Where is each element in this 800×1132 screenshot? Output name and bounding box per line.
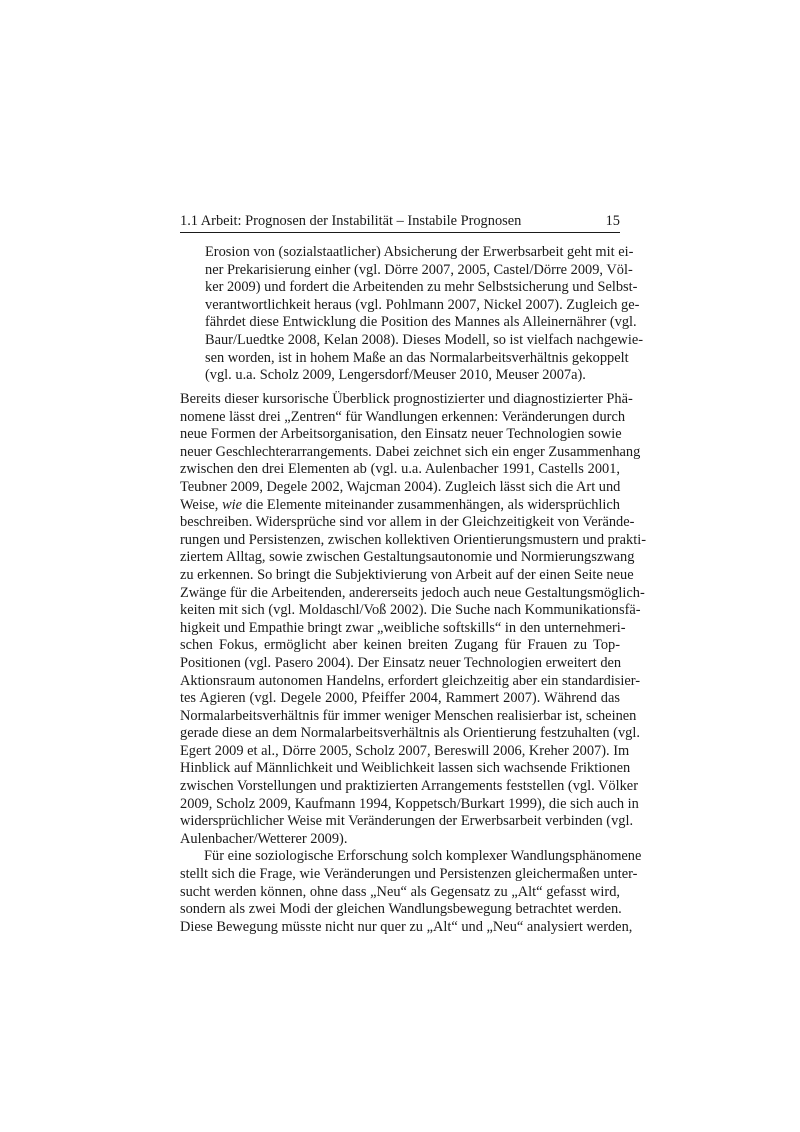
text-line: rungen und Persistenzen, zwischen kollektiven Orientierungsmustern und prakti- [180,531,646,548]
text-line: Für eine soziologische Erforschung solch komplexer Wandlungsphänomene [204,848,642,865]
text-line: Teubner 2009, Degele 2002, Wajcman 2004). Zugleich lässt sich die Art und [180,478,621,495]
text-segment: Weise, [180,496,223,513]
running-header-title: 1.1 Arbeit: Prognosen der Instabilität – Instabile Prognosen [180,213,522,229]
text-line: Erosion von (sozialstaatlicher) Absicherung der Erwerbsarbeit geht mit ei- [205,244,634,260]
text-line: beschreiben. Widersprüche sind vor allem in der Gleichzeitigkeit von Verände- [180,514,635,531]
text-line: sondern als zwei Modi der gleichen Wandlungsbewegung betrachtet werden. [180,901,622,918]
text-line: Diese Bewegung müsste nicht nur quer zu „Alt“ und „Neu“ analysiert werden, [180,918,633,935]
block-quote [205,244,643,385]
text-line: stellt sich die Frage, wie Veränderungen und Persistenzen gleichermaßen unter- [180,866,638,883]
text-line: Zwänge für die Arbeitenden, andererseits jedoch auch neue Gestaltungsmöglich- [180,584,645,601]
text-line: ner Prekarisierung einher (vgl. Dörre 2007, 2005, Castel/Dörre 2009, Völ- [205,261,633,278]
body-text [180,391,646,936]
text-line: fährdet diese Entwicklung die Position des Mannes als Alleinernährer (vgl. [205,314,637,331]
text-line: verantwortlichkeit heraus (vgl. Pohlmann 2007, Nickel 2007). Zugleich ge- [205,296,640,313]
text-line: higkeit und Empathie bringt zwar „weibliche softskills“ in den unternehmeri- [180,619,626,636]
emphasis-word: wie [222,496,243,513]
text-line: sucht werden können, ohne dass „Neu“ als Gegensatz zu „Alt“ gefasst wird, [180,883,620,900]
text-line: Normalarbeitsverhältnis für immer weniger Menschen realisierbar ist, scheinen [180,707,637,724]
text-line: Baur/Luedtke 2008, Kelan 2008). Dieses Modell, so ist vielfach nachgewie- [205,331,643,348]
running-header [180,210,620,233]
text-line: Aktionsraum autonomen Handelns, erfordert gleichzeitig aber ein standardisier- [180,672,641,689]
text-line: neue Formen der Arbeitsorganisation, den Einsatz neuer Technologien sowie [180,426,622,443]
text-line: (vgl. u.a. Scholz 2009, Lengersdorf/Meuser 2010, Meuser 2007a). [205,367,586,384]
page-number: 15 [605,213,620,229]
text-line: ziertem Alltag, sowie zwischen Gestaltungsautonomie und Normierungszwang [180,549,635,566]
text-line: Positionen (vgl. Pasero 2004). Der Einsatz neuer Technologien erweitert den [180,654,622,671]
text-line: zwischen den drei Elementen ab (vgl. u.a. Aulenbacher 1991, Castells 2001, [180,461,620,478]
text-line: ker 2009) und fordert die Arbeitenden zu mehr Selbstsicherung und Selbst- [205,279,638,296]
text-line: neuer Geschlechterarrangements. Dabei zeichnet sich ein enger Zusammenhang [180,443,641,460]
text-line: Hinblick auf Männlichkeit und Weiblichkeit lassen sich wachsende Friktionen [180,760,631,777]
text-line: zu erkennen. So bringt die Subjektivierung von Arbeit auf der einen Seite neue [180,566,634,583]
text-line-with-emphasis [180,497,620,515]
text-line: gerade diese an dem Normalarbeitsverhältnis als Orientierung festzuhalten (vgl. [180,725,640,742]
text-line: 2009, Scholz 2009, Kaufmann 1994, Koppetsch/Burkart 1999), die sich auch in [180,795,639,812]
text-segment: die Elemente miteinander zusammenhängen, als widersprüchlich [242,496,621,513]
text-line: nomene lässt drei „Zentren“ für Wandlungen erkennen: Veränderungen durch [180,408,626,425]
text-line: schen Fokus, ermöglicht aber keinen breiten Zugang für Frauen zu Top- [180,637,620,654]
text-line: tes Agieren (vgl. Degele 2000, Pfeiffer 2004, Rammert 2007). Während das [180,690,620,707]
text-line: keiten mit sich (vgl. Moldaschl/Voß 2002). Die Suche nach Kommunikationsfä- [180,602,641,619]
text-line: sen worden, ist in hohem Maße an das Normalarbeitsverhältnis gekoppelt [205,349,629,366]
text-line: Aulenbacher/Wetterer 2009). [180,830,348,847]
text-line: Egert 2009 et al., Dörre 2005, Scholz 2007, Bereswill 2006, Kreher 2007). Im [180,742,630,759]
text-line: zwischen Vorstellungen und praktizierten Arrangements feststellen (vgl. Völker [180,778,638,795]
text-line: Bereits dieser kursorische Überblick prognostizierter und diagnostizierter Phä- [180,391,633,407]
text-line: widersprüchlicher Weise mit Veränderungen der Erwerbsarbeit verbinden (vgl. [180,813,634,830]
